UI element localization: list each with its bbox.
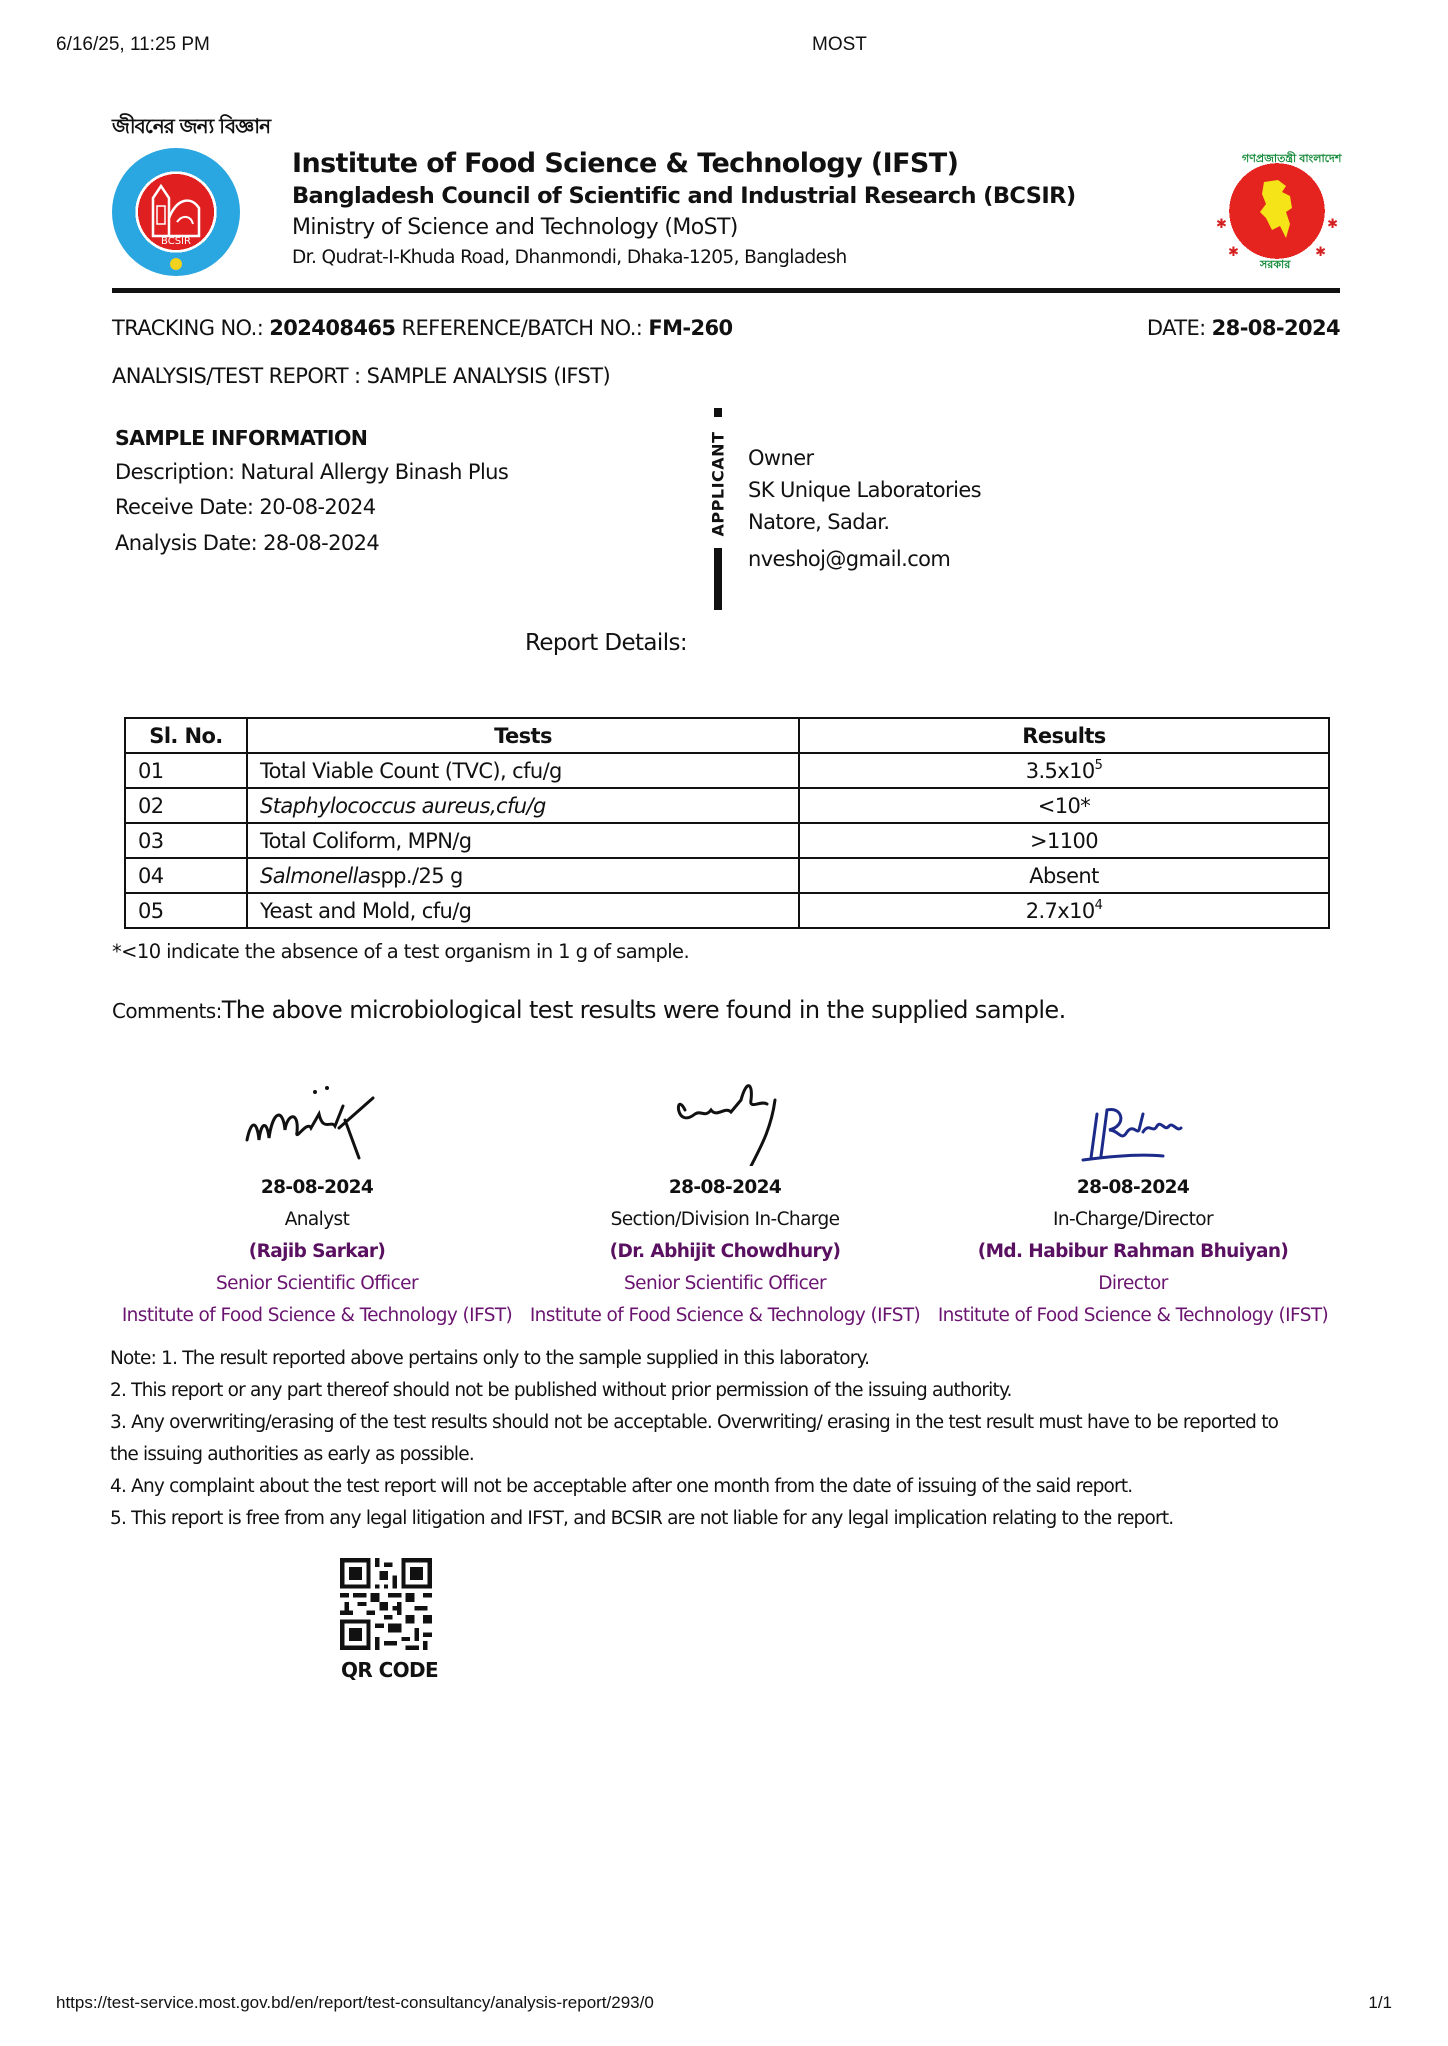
table-header-row [125, 718, 1329, 753]
test-cell: Total Coliform, MPN/g [247, 823, 799, 858]
lab-apparatus-icon [147, 178, 205, 240]
col-header-results: Results [799, 718, 1329, 753]
analysis-date: Analysis Date: 28-08-2024 [115, 531, 380, 555]
sl-cell: 02 [125, 788, 247, 823]
qr-code-label: QR CODE [341, 1658, 439, 1682]
test-cell: Staphylococcus aureus,cfu/g [247, 788, 799, 823]
test-cell: Total Viable Count (TVC), cfu/g [247, 753, 799, 788]
result-cell: Absent [799, 858, 1329, 893]
comments [112, 996, 1066, 1024]
table-row [125, 753, 1329, 788]
table-footnote: *<10 indicate the absence of a test organism in 1 g of sample. [112, 940, 690, 963]
applicant-address: Natore, Sadar. [748, 510, 890, 534]
report-title: ANALYSIS/TEST REPORT : SAMPLE ANALYSIS (IFST) [112, 364, 611, 388]
ministry-title: Ministry of Science and Technology (MoST) [292, 215, 738, 240]
print-page-title: MOST [812, 34, 867, 55]
print-timestamp: 6/16/25, 11:25 PM [56, 34, 210, 55]
note-3-cont: the issuing authorities as early as possible. [110, 1444, 474, 1465]
sample-description: Description: Natural Allergy Binash Plus [115, 460, 509, 484]
signatory-name: (Dr. Abhijit Chowdhury) [609, 1241, 841, 1262]
bengali-tagline: জীবনের জন্য বিজ্ঞান [112, 114, 271, 138]
report-details-heading: Report Details: [525, 630, 688, 656]
signature-icon [1043, 1070, 1223, 1166]
signatory-date: 28-08-2024 [1076, 1177, 1190, 1198]
col-header-sl: Sl. No. [125, 718, 247, 753]
sample-info-heading: SAMPLE INFORMATION [115, 426, 368, 450]
signatory-name: (Md. Habibur Rahman Bhuiyan) [977, 1241, 1289, 1262]
bcsir-logo-icon [112, 148, 240, 276]
comments-label: Comments: [112, 999, 222, 1023]
signatory-name: (Rajib Sarkar) [248, 1241, 386, 1262]
bangladesh-map-icon [1256, 178, 1298, 240]
address: Dr. Qudrat-I-Khuda Road, Dhanmondi, Dhaka-1205, Bangladesh [292, 247, 847, 268]
applicant-company: SK Unique Laboratories [748, 478, 981, 502]
report-date [1147, 316, 1340, 340]
signatory-institute: Institute of Food Science & Technology (IFST) [529, 1305, 921, 1326]
signatory-director [928, 1070, 1338, 1332]
applicant-email: nveshoj@gmail.com [748, 547, 951, 571]
qr-code-icon [340, 1558, 432, 1650]
signatory-institute: Institute of Food Science & Technology (IFST) [121, 1305, 513, 1326]
signatory-title: Senior Scientific Officer [624, 1273, 826, 1294]
signature-icon [635, 1070, 815, 1166]
print-footer-url: https://test-service.most.gov.bd/en/report/test-consultancy/analysis-report/293/0 [56, 1993, 654, 2012]
applicant-label: APPLICANT [708, 431, 728, 537]
reference-number: FM-260 [648, 316, 733, 340]
signatory-date: 28-08-2024 [260, 1177, 374, 1198]
star-icon: ✱ [1327, 216, 1338, 231]
reference-label: REFERENCE/BATCH NO.: [395, 316, 649, 340]
result-cell: $2.7x10^4$ [799, 893, 1329, 928]
date-label: DATE: [1146, 316, 1212, 340]
sl-cell: 01 [125, 753, 247, 788]
receive-date: Receive Date: 20-08-2024 [115, 495, 376, 519]
tracking-label: TRACKING NO.: [112, 316, 270, 340]
signatory-title: Senior Scientific Officer [216, 1273, 418, 1294]
note-4: 4. Any complaint about the test report will not be acceptable after one month from the date of issuing of the said report. [110, 1476, 1133, 1497]
result-cell: <10* [799, 788, 1329, 823]
signatory-date: 28-08-2024 [668, 1177, 782, 1198]
sl-cell: 04 [125, 858, 247, 893]
signatory-title: Director [1098, 1273, 1168, 1294]
star-icon: ✱ [1228, 244, 1239, 259]
bcsir-logo-text: BCSIR [161, 236, 191, 247]
signatory-role: In-Charge/Director [1053, 1209, 1213, 1230]
tracking-line [112, 316, 733, 340]
signature-icon [227, 1070, 407, 1166]
signatory-institute: Institute of Food Science & Technology (IFST) [937, 1305, 1329, 1326]
seal-bottom-text: সরকার [1260, 259, 1291, 271]
result-cell: $3.5x10^5$ [799, 753, 1329, 788]
bangladesh-govt-seal-icon [1212, 146, 1342, 276]
sl-cell: 05 [125, 893, 247, 928]
result-cell: >1100 [799, 823, 1329, 858]
council-title: Bangladesh Council of Scientific and Industrial Research (BCSIR) [292, 183, 1076, 209]
note-2: 2. This report or any part thereof should not be published without prior permission of the issuing authority. [110, 1380, 1012, 1401]
table-row [125, 823, 1329, 858]
applicant-bar-bottom [714, 548, 722, 610]
tracking-number: 202408465 [269, 316, 396, 340]
star-icon: ✱ [1315, 244, 1326, 259]
col-header-tests: Tests [247, 718, 799, 753]
institute-title: Institute of Food Science & Technology (IFST) [292, 148, 959, 179]
signatory-section-incharge [520, 1070, 930, 1332]
print-footer-page: 1/1 [1368, 1993, 1392, 2012]
signatory-role: Section/Division In-Charge [610, 1209, 840, 1230]
test-cell: Yeast and Mold, cfu/g [247, 893, 799, 928]
applicant-bar-top [714, 408, 722, 417]
star-icon: ✱ [1216, 216, 1227, 231]
table-row [125, 788, 1329, 823]
header-divider [112, 288, 1340, 293]
comments-text: The above microbiological test results were found in the supplied sample. [221, 996, 1066, 1024]
logo-dot [170, 258, 182, 270]
signatory-analyst [112, 1070, 522, 1332]
results-table [124, 717, 1330, 929]
note-1: Note: 1. The result reported above pertains only to the sample supplied in this laboratory. [110, 1348, 870, 1369]
applicant-role: Owner [748, 446, 814, 470]
test-cell: Salmonellaspp./25 g [247, 858, 799, 893]
date-value: 28-08-2024 [1211, 316, 1340, 340]
signatory-role: Analyst [284, 1209, 350, 1230]
table-row [125, 893, 1329, 928]
note-5: 5. This report is free from any legal litigation and IFST, and BCSIR are not liable for any legal implication relating to the report. [110, 1508, 1174, 1529]
sl-cell: 03 [125, 823, 247, 858]
note-3: 3. Any overwriting/erasing of the test results should not be acceptable. Overwriting/ erasing in the test result must have to be reported to [110, 1412, 1279, 1433]
seal-ring-text: গণপ্রজাতন্ত্রী বাংলাদেশ [1242, 153, 1342, 165]
table-row [125, 858, 1329, 893]
